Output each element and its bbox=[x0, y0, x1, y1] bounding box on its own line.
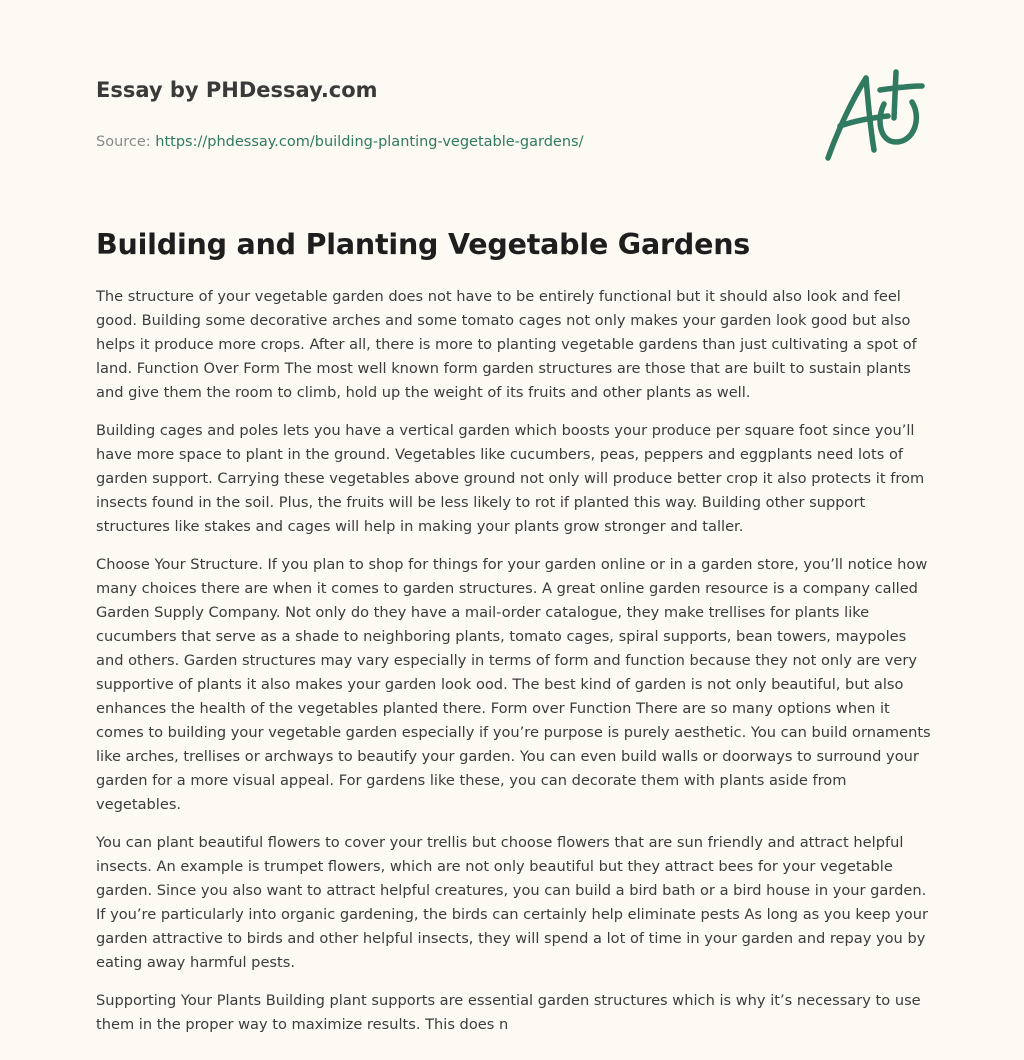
essay-paragraph: Supporting Your Plants Building plant supports are essential garden structures which is why it’s necessary to use them in the proper way to maximize results. This does n bbox=[96, 992, 921, 1033]
source-line bbox=[96, 132, 796, 152]
essay-paragraph: The structure of your vegetable garden does not have to be entirely functional but it should also look and feel good. Building some decorative arches and some tomato cages not only makes your garden look good but also helps it produce more crops. After all, there is more to planting vegetable gardens than just cultivating a spot of land. Function Over Form The most well known form garden structures are those that are built to sustain plants and give them the room to climb, hold up the weight of its fruits and other plants as well. bbox=[96, 288, 917, 401]
essay-paragraph: Choose Your Structure. If you plan to shop for things for your garden online or in a garden store, you’ll notice how many choices there are when it comes to garden structures. A great online garden resource is a company called Garden Supply Company. Not only do they have a mail-order catalogue, they make trellises for plants like cucumbers that serve as a shade to neighboring plants, tomato cages, spiral supports, bean towers, maypoles and others. Garden structures may vary especially in terms of form and function because they not only are very supportive of plants it also makes your garden look ood. The best kind of garden is not only beautiful, but also enhances the health of the vegetables planted there. Form over Function There are so many options when it comes to building your vegetable garden especially if you’re purpose is purely aesthetic. You can build ornaments like arches, trellises or archways to beautify your garden. You can even build walls or doorways to surround your garden for a more visual appeal. For gardens like these, you can decorate them with plants aside from vegetables. bbox=[96, 556, 931, 813]
essay-paragraph: Building cages and poles lets you have a vertical garden which boosts your produce per square foot since you’ll have more space to plant in the ground. Vegetables like cucumbers, peas, peppers and eggplants need lots of garden support. Carrying these vegetables above ground not only will produce better crop it also protects it from insects found in the soil. Plus, the fruits will be less likely to rot if planted this way. Building other support structures like stakes and cages will help in making your plants grow stronger and taller. bbox=[96, 422, 925, 535]
essay-header bbox=[96, 76, 796, 152]
essay-title: Building and Planting Vegetable Gardens bbox=[96, 228, 751, 261]
a-plus-grade-icon bbox=[818, 64, 930, 168]
source-link[interactable]: https://phdessay.com/building-planting-vegetable-gardens/ bbox=[155, 134, 584, 150]
brand-title: Essay by PHDessay.com bbox=[96, 78, 378, 102]
essay-paragraph: You can plant beautiful flowers to cover your trellis but choose flowers that are sun friendly and attract helpful insects. An example is trumpet flowers, which are not only beautiful but they attract bees for your vegetable garden. Since you also want to attract helpful creatures, you can build a bird bath or a bird house in your garden. If you’re particularly into organic gardening, the birds can certainly help eliminate pests As long as you keep your garden attractive to birds and other helpful insects, they will spend a lot of time in your garden and repay you by eating away harmful pests. bbox=[96, 834, 928, 971]
source-label: Source: bbox=[96, 134, 156, 150]
essay-body bbox=[96, 285, 932, 1051]
